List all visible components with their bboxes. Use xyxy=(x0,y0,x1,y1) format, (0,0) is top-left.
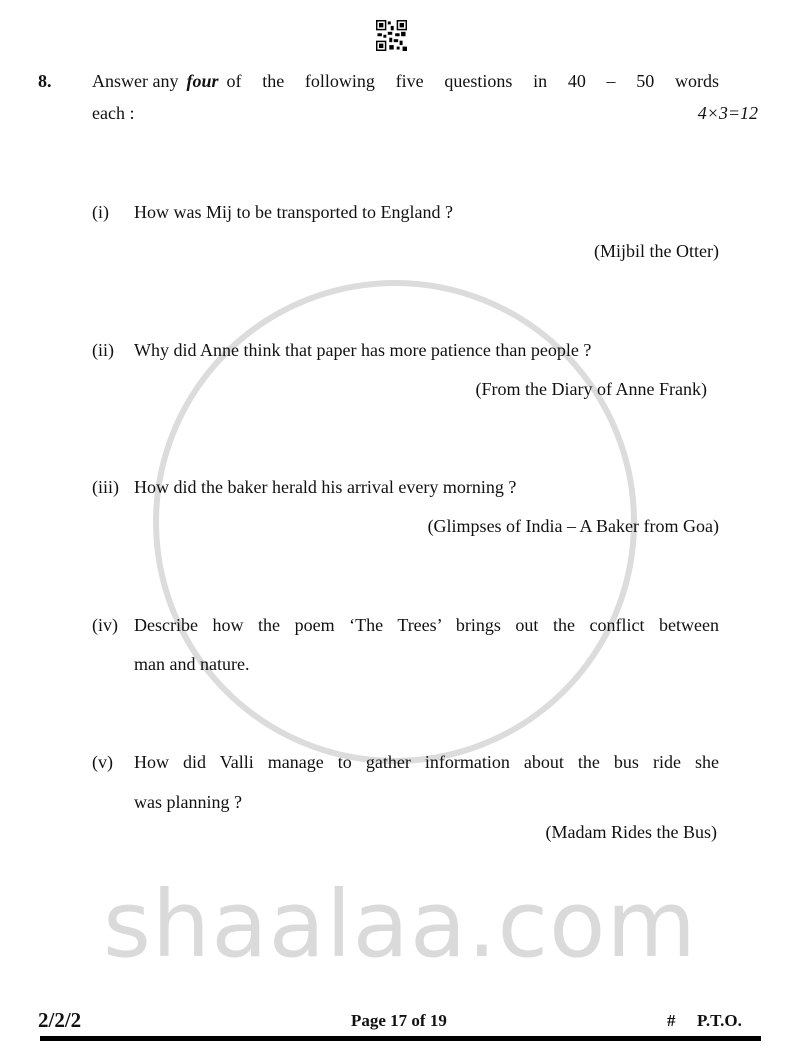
subq-source: (Mijbil the Otter) xyxy=(594,241,719,261)
question-intro-line2: each : xyxy=(92,103,135,123)
question-intro xyxy=(92,71,719,91)
subq-text: How did the baker herald his arrival every morning ? xyxy=(134,477,517,497)
subq-label: (iii) xyxy=(92,477,119,497)
subq-label: (v) xyxy=(92,752,113,772)
footer-code: 2/2/2 xyxy=(38,1008,82,1032)
subq-label: (i) xyxy=(92,202,109,222)
qr-code-icon xyxy=(376,20,407,51)
subq-text: Why did Anne think that paper has more patience than people ? xyxy=(134,340,592,360)
footer-rule xyxy=(40,1036,761,1041)
subq-source: (Glimpses of India – A Baker from Goa) xyxy=(427,516,719,536)
subq-text: How was Mij to be transported to England ? xyxy=(134,202,453,222)
intro-start: Answer any xyxy=(92,71,179,91)
watermark-text: shaalaa.com xyxy=(102,871,698,978)
intro-rest: of the following five questions in 40 – 50 words xyxy=(226,71,719,91)
marks: 4×3=12 xyxy=(697,103,758,123)
subq-text: How did Valli manage to gather information about the bus ride she xyxy=(134,752,719,772)
subq-text: Describe how the poem ‘The Trees’ brings out the conflict between xyxy=(134,615,719,635)
subq-source: (From the Diary of Anne Frank) xyxy=(475,379,707,399)
footer-page: Page 17 of 19 xyxy=(351,1011,447,1030)
subq-label: (iv) xyxy=(92,615,118,635)
subq-text-line2: man and nature. xyxy=(134,654,250,674)
subq-text-line2: was planning ? xyxy=(134,792,242,812)
footer-hash: # xyxy=(667,1011,676,1030)
subq-label: (ii) xyxy=(92,340,114,360)
intro-emphasis: four xyxy=(186,71,219,91)
footer-pto: P.T.O. xyxy=(697,1011,742,1030)
question-number: 8. xyxy=(38,71,52,91)
subq-source: (Madam Rides the Bus) xyxy=(545,822,717,842)
